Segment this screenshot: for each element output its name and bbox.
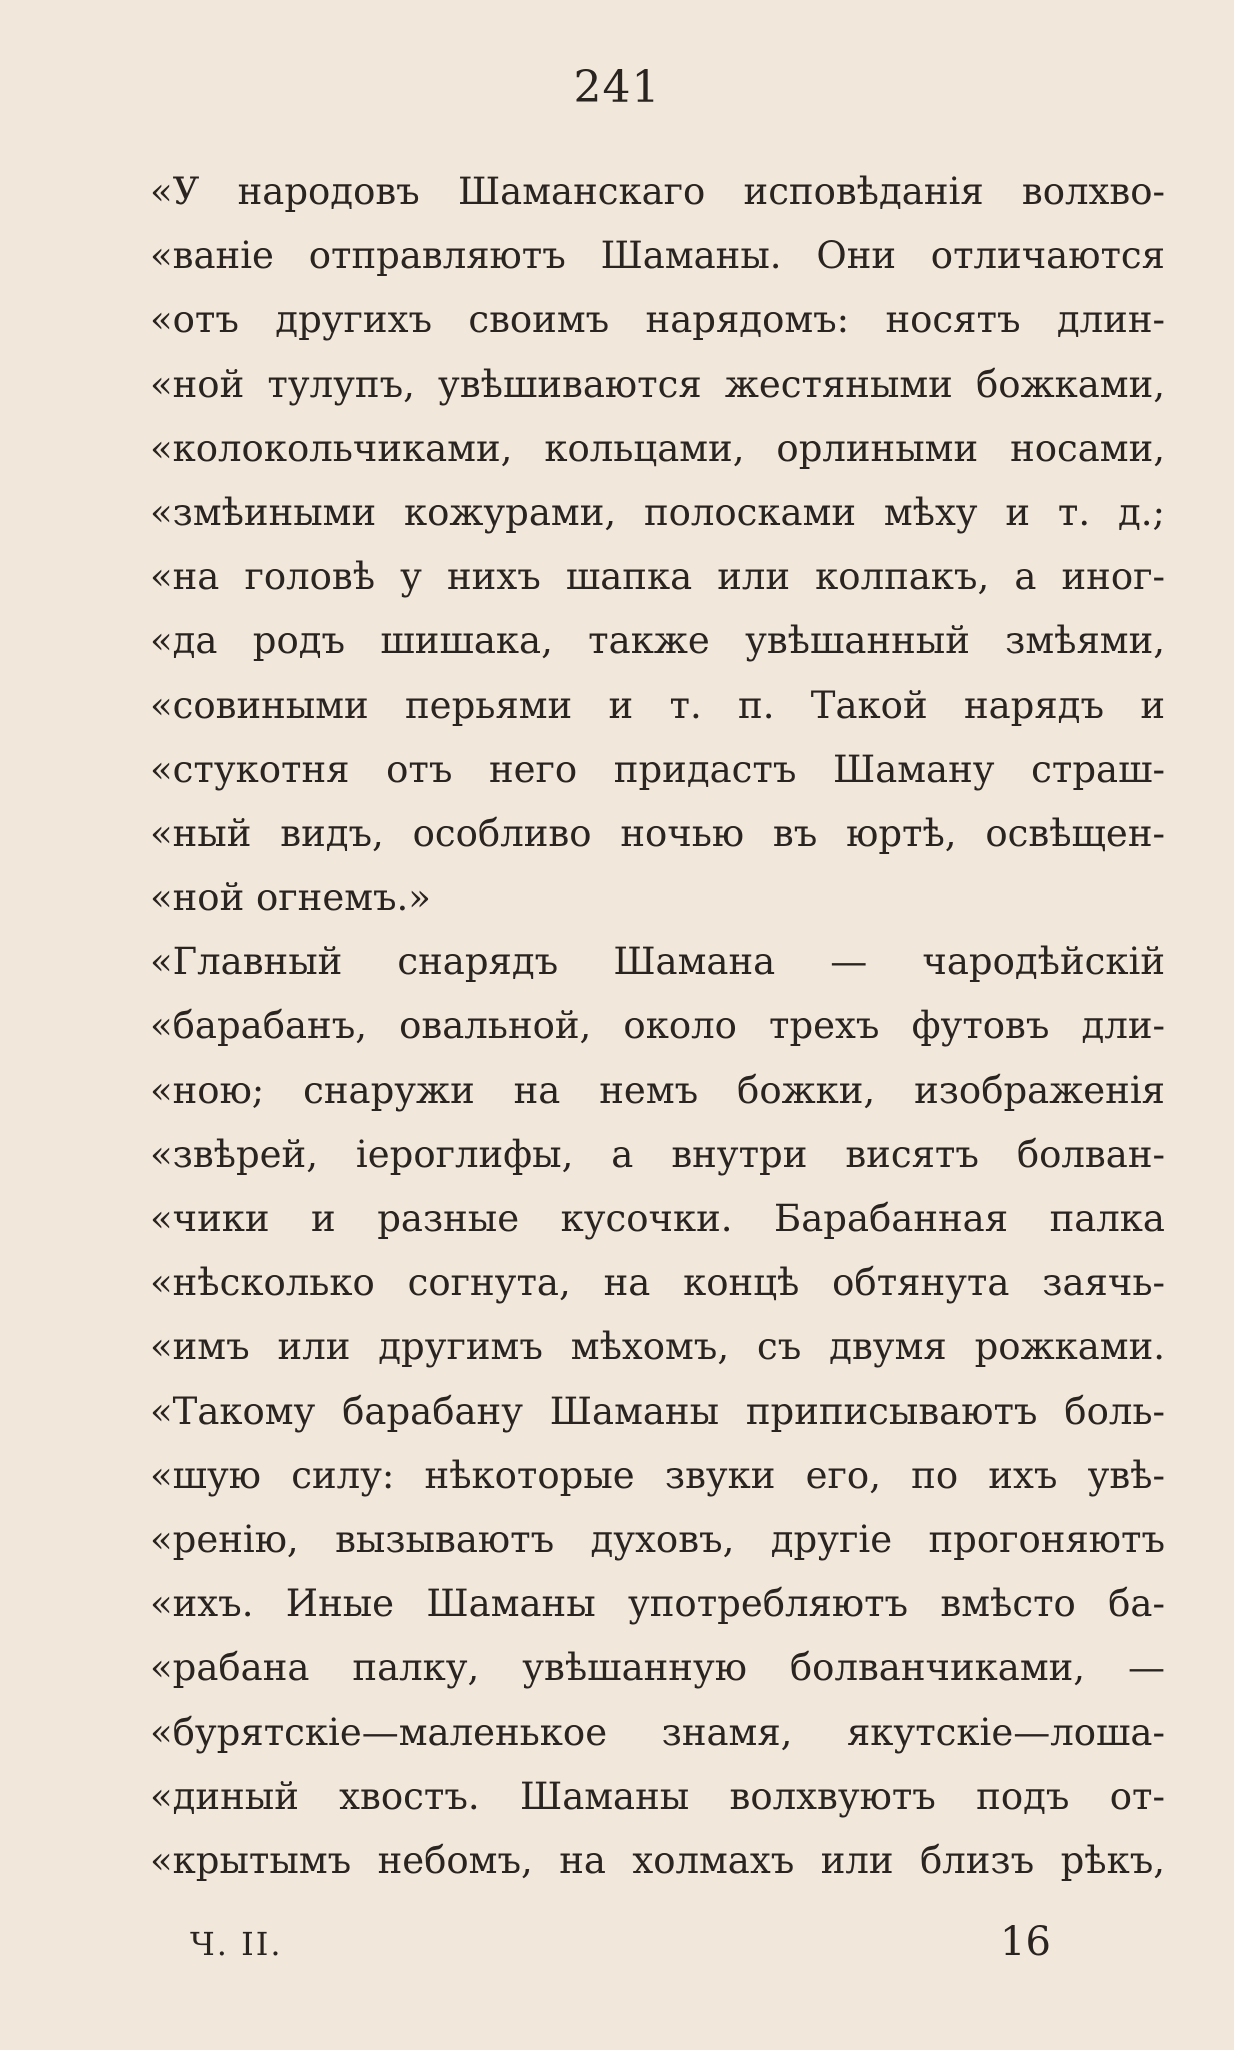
paragraph-end-line: «ной огнемъ.»	[150, 876, 431, 920]
paragraph-start-line: «Главный снарядъ Шамана — чародѣйскій	[150, 940, 1165, 984]
text-line: «чики и разные кусочки. Барабанная палка	[150, 1197, 1165, 1240]
signature-sheet-number: 16	[1000, 1919, 1051, 1965]
text-line: «барабанъ, овальной, около трехъ футовъ дли-	[150, 1004, 1165, 1048]
text-line: «нѣсколько согнута, на концѣ обтянута заячь-	[150, 1261, 1165, 1305]
text-line: «на головѣ у нихъ шапка или колпакъ, а иног-	[150, 555, 1165, 599]
volume-part-label: Ч. II.	[190, 1925, 283, 1963]
text-line: «колокольчиками, кольцами, орлиными носами,	[150, 426, 1165, 470]
text-line: «Такому барабану Шаманы приписываютъ боль-	[150, 1389, 1165, 1433]
page-number: 241	[573, 62, 661, 113]
text-line: «ваніе отправляютъ Шаманы. Они отличаются	[150, 234, 1165, 278]
text-line: «крытымъ небомъ, на холмахъ или близъ рѣкъ,	[150, 1838, 1165, 1882]
text-line: «ный видъ, особливо ночью въ юртѣ, освѣщен-	[150, 811, 1165, 855]
text-line: «шую силу: нѣкоторые звуки его, по ихъ увѣ-	[150, 1453, 1165, 1497]
text-line: «змѣиными кожурами, полосками мѣху и т. д.;	[150, 490, 1165, 534]
text-line: «ренію, вызываютъ духовъ, другіе прогоняютъ	[150, 1517, 1165, 1561]
body-text	[150, 160, 1165, 1893]
text-line: «рабана палку, увѣшанную болванчиками, —	[150, 1646, 1165, 1690]
text-line: «отъ другихъ своимъ нарядомъ: носятъ длин-	[150, 298, 1165, 342]
text-line: «да родъ шишака, также увѣшанный змѣями,	[150, 619, 1165, 663]
text-line: «диный хвостъ. Шаманы волхвуютъ подъ от-	[150, 1774, 1165, 1818]
text-line: «звѣрей, іероглифы, а внутри висятъ болван-	[150, 1132, 1165, 1176]
page-footer	[0, 1919, 1234, 1985]
text-line: «ною; снаружи на немъ божки, изображенія	[150, 1068, 1165, 1112]
text-line: «бурятскіе—маленькое знамя, якутскіе—лоша-	[150, 1710, 1165, 1754]
text-line: «стукотня отъ него придастъ Шаману страш-	[150, 747, 1165, 791]
text-line: «ихъ. Иные Шаманы употребляютъ вмѣсто ба-	[150, 1582, 1165, 1626]
text-line: «ной тулупъ, увѣшиваются жестяными божками,	[150, 362, 1165, 406]
text-line: «имъ или другимъ мѣхомъ, съ двумя рожками.	[150, 1325, 1165, 1369]
text-line: «У народовъ Шаманскаго исповѣданія волхво-	[150, 170, 1165, 213]
text-line: «совиными перьями и т. п. Такой нарядъ и	[150, 683, 1165, 727]
